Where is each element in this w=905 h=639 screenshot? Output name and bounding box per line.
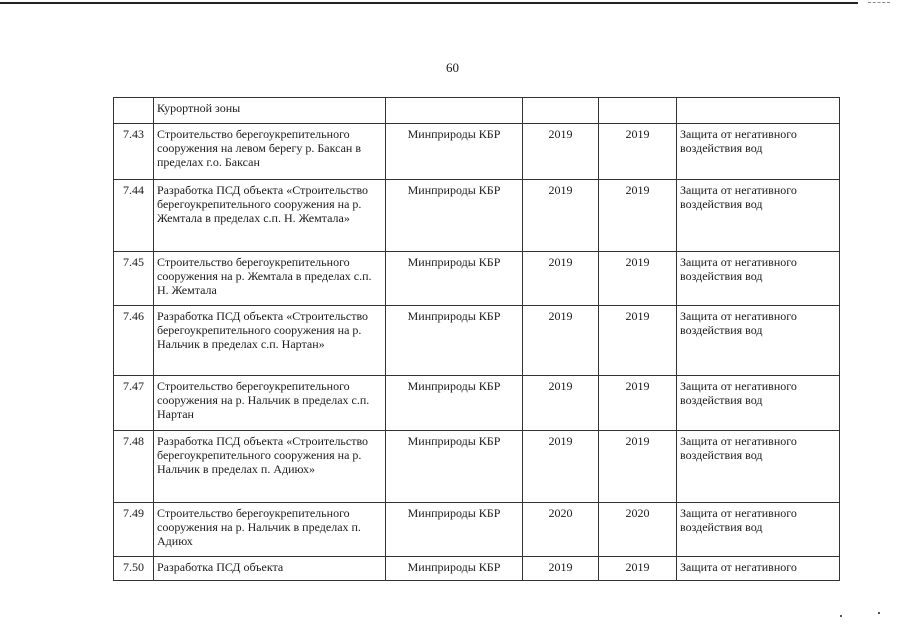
measure-name: Разработка ПСД объекта «Строительство берегоукрепительного сооружения на р. Нальчик в пределах п. Адиюх» bbox=[154, 431, 386, 503]
goal bbox=[677, 98, 840, 124]
executor: Минприроды КБР bbox=[386, 557, 523, 581]
year-end bbox=[599, 98, 677, 124]
row-number: 7.49 bbox=[114, 503, 154, 557]
table-row bbox=[114, 124, 840, 180]
row-number: 7.46 bbox=[114, 306, 154, 376]
executor: Минприроды КБР bbox=[386, 252, 523, 306]
year-start: 2019 bbox=[523, 431, 599, 503]
year-end: 2019 bbox=[599, 431, 677, 503]
row-number: 7.48 bbox=[114, 431, 154, 503]
year-end: 2019 bbox=[599, 557, 677, 581]
table-row bbox=[114, 252, 840, 306]
year-end: 2019 bbox=[599, 252, 677, 306]
goal: Защита от негативного воздействия вод bbox=[677, 306, 840, 376]
year-end: 2019 bbox=[599, 124, 677, 180]
measure-name: Разработка ПСД объекта «Строительство берегоукрепительного сооружения на р. Нальчик в пределах с.п. Нартан» bbox=[154, 306, 386, 376]
table-row bbox=[114, 376, 840, 431]
row-number: 7.45 bbox=[114, 252, 154, 306]
row-number: 7.47 bbox=[114, 376, 154, 431]
executor: Минприроды КБР bbox=[386, 124, 523, 180]
measure-name: Строительство берегоукрепительного сооружения на р. Нальчик в пределах с.п. Нартан bbox=[154, 376, 386, 431]
goal: Защита от негативного воздействия вод bbox=[677, 431, 840, 503]
measures-table bbox=[113, 97, 840, 581]
measure-name: Разработка ПСД объекта «Строительство берегоукрепительного сооружения на р. Жемтала в пределах с.п. Н. Жемтала» bbox=[154, 180, 386, 252]
year-start: 2020 bbox=[523, 503, 599, 557]
table-row bbox=[114, 557, 840, 581]
row-number: 7.44 bbox=[114, 180, 154, 252]
scan-edge-line bbox=[0, 2, 858, 4]
scan-corner-mark bbox=[868, 2, 890, 4]
year-start: 2019 bbox=[523, 306, 599, 376]
year-start: 2019 bbox=[523, 180, 599, 252]
row-number: 7.50 bbox=[114, 557, 154, 581]
table-row bbox=[114, 503, 840, 557]
year-start: 2019 bbox=[523, 557, 599, 581]
row-number bbox=[114, 98, 154, 124]
executor: Минприроды КБР bbox=[386, 180, 523, 252]
year-end: 2019 bbox=[599, 376, 677, 431]
table-row bbox=[114, 431, 840, 503]
goal: Защита от негативного воздействия вод bbox=[677, 124, 840, 180]
goal: Защита от негативного воздействия вод bbox=[677, 180, 840, 252]
measure-name: Строительство берегоукрепительного сооружения на левом берегу р. Баксан в пределах г.о. Баксан bbox=[154, 124, 386, 180]
measure-name: Курортной зоны bbox=[154, 98, 386, 124]
table-row bbox=[114, 306, 840, 376]
executor: Минприроды КБР bbox=[386, 503, 523, 557]
year-start: 2019 bbox=[523, 376, 599, 431]
goal: Защита от негативного bbox=[677, 557, 840, 581]
year-start: 2019 bbox=[523, 252, 599, 306]
measure-name: Разработка ПСД объекта bbox=[154, 557, 386, 581]
scan-speck bbox=[840, 615, 842, 617]
table-row bbox=[114, 98, 840, 124]
executor: Минприроды КБР bbox=[386, 376, 523, 431]
goal: Защита от негативного воздействия вод bbox=[677, 252, 840, 306]
table-row bbox=[114, 180, 840, 252]
measure-name: Строительство берегоукрепительного сооружения на р. Нальчик в пределах п. Адиюх bbox=[154, 503, 386, 557]
executor: Минприроды КБР bbox=[386, 431, 523, 503]
year-end: 2019 bbox=[599, 180, 677, 252]
page-number: 60 bbox=[446, 60, 459, 75]
executor: Минприроды КБР bbox=[386, 306, 523, 376]
row-number: 7.43 bbox=[114, 124, 154, 180]
year-start bbox=[523, 98, 599, 124]
year-end: 2019 bbox=[599, 306, 677, 376]
goal: Защита от негативного воздействия вод bbox=[677, 376, 840, 431]
goal: Защита от негативного воздействия вод bbox=[677, 503, 840, 557]
executor bbox=[386, 98, 523, 124]
year-end: 2020 bbox=[599, 503, 677, 557]
measure-name: Строительство берегоукрепительного сооружения на р. Жемтала в пределах с.п. Н. Жемтала bbox=[154, 252, 386, 306]
year-start: 2019 bbox=[523, 124, 599, 180]
scan-speck bbox=[878, 612, 880, 614]
